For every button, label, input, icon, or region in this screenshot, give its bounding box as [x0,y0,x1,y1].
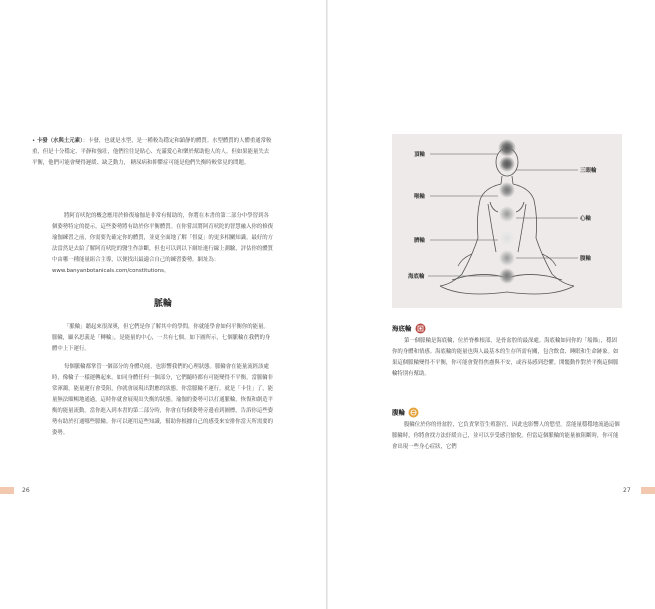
throat-chakra [499,182,515,198]
ayurveda-paragraph [52,211,274,277]
bullet-mark: • [32,138,36,144]
label-root: 海底輪 [408,274,425,280]
root-chakra-text: 第一個脈輪是海底輪，位於脊椎根部，是骨盆腔的最深處。海底輪如同你的「船錨」，穩固你的身體和情感。海底輪的能量也與人最基本的生存所需有關，包含飲食、睡眠和生命跡象。如果這個脈輪變得不平衡，你可能會覺得焦慮與不安，或容易感到恐懼。開髖動作對於平衡這個脈輪特別有幫助。 [392,338,619,377]
root-chakra-icon [415,323,426,334]
chakra-figure [392,134,622,308]
root-chakra-heading [392,323,622,334]
left-page-number: 26 [22,487,30,494]
sacral-chakra-text: 腹輪位於你的骨盆腔，它負責掌管生殖器官，因此也影響人的慾望。當能量穩穩地流過這個脈輪時，你將會找方法紓緩自己，並可以享受感官愉悅。但當這個脈輪的能量被阻斷時，你可能會出現一些身心症狀，它們 [392,422,620,450]
sacral-chakra-title: 腹輪 [392,408,405,417]
ayurveda-paragraph-text: 將阿育吠陀的概念應用於修復瑜伽是非常有幫助的，你將在本書的第二部分中學習到各個姿勢特定的提示，這些姿勢將有助於你平衡體質。在你嘗試將阿育吠陀的智慧融入你的修復瑜伽練習之前，你需要先確定你的體質，並更全面地了解「督夏」的更多相關知識。最好的方法當然是去給了解阿育吠陀的醫生作診斷，但也可以到以下網址進行線上測驗，評估你的體質中由哪一種能量組合主導，以便找出最適合自己的練習姿勢。網址為：www.banyanbotanicals.com/constitutions。 [52,213,274,274]
right-page-tab [641,487,655,494]
sacral-chakra-description [392,420,622,453]
crown-chakra [498,139,516,157]
label-sacral: 腹輪 [580,256,592,262]
bullet-term: 卡發（水與土元素） [36,138,83,144]
label-crown: 頂輪 [414,152,426,158]
label-navel: 臍輪 [414,238,426,244]
section-title: 脈輪 [153,299,172,309]
label-heart: 心輪 [580,216,592,222]
label-throat: 喉輪 [414,194,426,200]
chakra-function-text: 每個脈輪都掌管一個部分的身體功能，也影響我們的心理狀態。脈輪會在能量流經該處時，像輪子一樣運轉起來。如同身體任何一個部分，它們隨時都有可能變得不平衡。當脈輪非常渾濁，能量運行會受阻，你就會展現出對應的狀態。你當脈輪不運行，就是「卡住」了，能量無法順暢地通過，這時你就會展現出失衡的狀態。瑜伽的姿勢可以打通脈輪，恢復和創造平衡的能量流動。當你進入到本書的第二部分時，你會在每個姿勢旁邊看到圖標，告訴你這些姿勢有助於打通哪些脈輪。你可以運用這些知識，幫助你根據自己的感受來安排你當天所需要的姿勢。 [52,364,274,436]
bullet-text: ：卡發，也就是水型，是一種較為穩定和鎮靜的體質。水型體質的人體重通常較重，但是十分穩定、平靜和強壯，他們往往是貼心、充滿愛心和樂於幫助他人的人。但如果能量失去平衡，他們可能會變得遲緩、缺乏動力， 糖尿病和抑鬱症可能是他們失衡時較常見的問題。 [32,138,272,166]
sacral-chakra [499,250,515,266]
root-chakra-title: 海底輪 [392,324,412,333]
navel-chakra [499,230,515,246]
heart-chakra [499,206,515,222]
root-chakra-description [392,336,622,380]
kapha-bullet [32,136,274,169]
chakra-intro-paragraph [52,322,274,355]
right-page-number: 27 [623,487,631,494]
root-chakra [499,268,515,284]
third-eye-chakra [499,156,515,172]
sacral-chakra-heading [392,407,622,418]
sacral-chakra-icon [408,407,419,418]
chakra-intro-text: 「脈輪」聽起來很深奧，但它們是你了解其中的學問，你就能學會如何平衡你的能量。脈輪，顧名思義是「轉輪」，是能量的中心，一共有七個。如下圖所示，七個脈輪在我們的身體中上下運行。 [52,324,271,352]
label-third-eye: 三眼輪 [580,168,597,174]
chakra-function-paragraph [52,362,274,439]
left-page-tab [0,487,14,494]
